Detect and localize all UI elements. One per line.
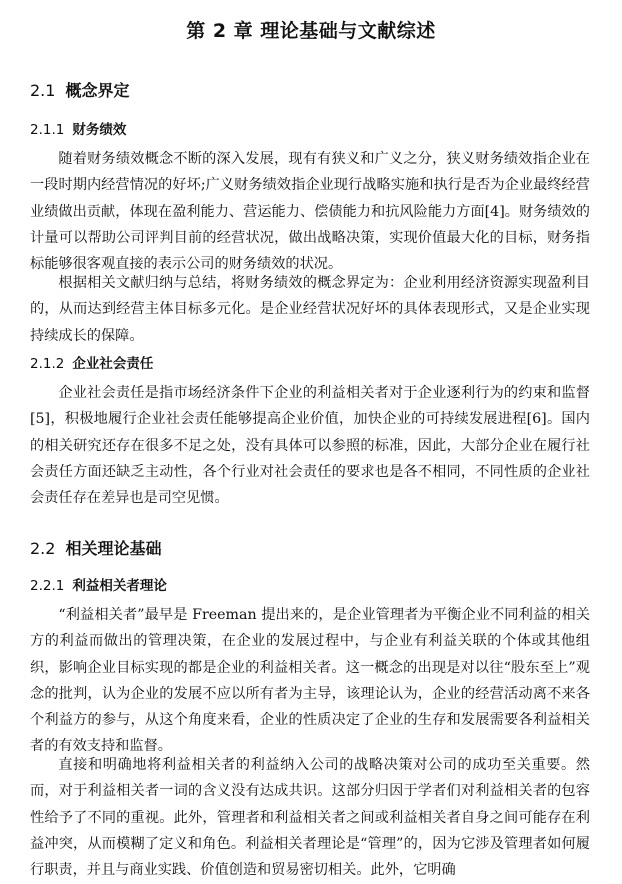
section-title: 相关理论基础 xyxy=(65,539,162,558)
paragraph-stakeholder-2: 直接和明确地将利益相关者的利益纳入公司的战略决策对公司的成功至关重要。然而，对于利益相关者一词的含义没有达成共识。这部分归因于学者们对利益相关者的包容性给予了不同的重视。此外，管理者和利益相关者之间或利益相关者自身之间可能存在利益冲突，从而模糊了定义和角色。利益相关者理论是“管理”的，因为它涉及管理者如何履行职责，并且与商业实践、价值创造和贸易密切相关。此外，它明确 xyxy=(30,757,590,879)
subsection-title: 财务绩效 xyxy=(72,122,127,138)
paragraph-csr-1: 企业社会责任是指市场经济条件下企业的利益相关者对于企业逐利行为的约束和监督[5]，积极地履行企业社会责任能够提高企业价值，加快企业的可持续发展进程[6]。国内的相关研究还存在很多不足之处，没有具体可以参照的标准，因此，大部分企业在履行社会责任方面还缺乏主动性，各个行业对社会责任的要求也是各不相同，不同性质的企业社会责任存在差异也是司空见惯。 xyxy=(30,385,590,507)
subsection-number: 2.1.2 xyxy=(30,356,65,372)
section-title: 概念界定 xyxy=(65,81,130,100)
subsection-heading-2-1-2 xyxy=(30,352,153,372)
subsection-title: 企业社会责任 xyxy=(72,356,154,372)
subsection-number: 2.1.1 xyxy=(30,122,65,138)
subsection-heading-2-2-1 xyxy=(30,574,167,594)
paragraph-stakeholder-1: “利益相关者”最早是 Freeman 提出来的，是企业管理者为平衡企业不同利益的相关方的利益而做出的管理决策，在企业的发展过程中，与企业有利益关联的个体或其他组织，影响企业目标实现的都是企业的利益相关者。这一概念的出现是对以往“股东至上”观念的批判，认为企业的发展不应以所有者为主导，该理论认为，企业的经营活动离不来各个利益方的参与，从这个角度来看，企业的性质决定了企业的生存和发展需要各利益相关者的有效支持和监督。 xyxy=(30,607,590,755)
subsection-number: 2.2.1 xyxy=(30,578,65,594)
section-heading-2-1 xyxy=(30,78,129,101)
section-number: 2.1 xyxy=(30,81,56,100)
chapter-title: 第 2 章 理论基础与文献综述 xyxy=(186,20,436,42)
paragraph-financial-performance-2: 根据相关文献归纳与总结，将财务绩效的概念界定为：企业利用经济资源实现盈利目的，从而达到经营主体目标多元化。是企业经营状况好坏的具体表现形式，又是企业实现持续成长的保障。 xyxy=(30,275,590,344)
paragraph-financial-performance-1: 随着财务绩效概念不断的深入发展，现有有狭义和广义之分，狭义财务绩效指企业在一段时期内经营情况的好坏;广义财务绩效指企业现行战略实施和执行是否为企业最终经营业绩做出贡献，体现在盈利能力、营运能力、偿债能力和抗风险能力方面[4]。财务绩效的计量可以帮助公司评判目前的经营状况，做出战略决策，实现价值最大化的目标，财务指标能够很客观直接的表示公司的财务绩效的状况。 xyxy=(30,151,590,273)
section-heading-2-2 xyxy=(30,536,161,559)
subsection-title: 利益相关者理论 xyxy=(72,578,167,594)
subsection-heading-2-1-1 xyxy=(30,118,126,138)
section-number: 2.2 xyxy=(30,539,56,558)
